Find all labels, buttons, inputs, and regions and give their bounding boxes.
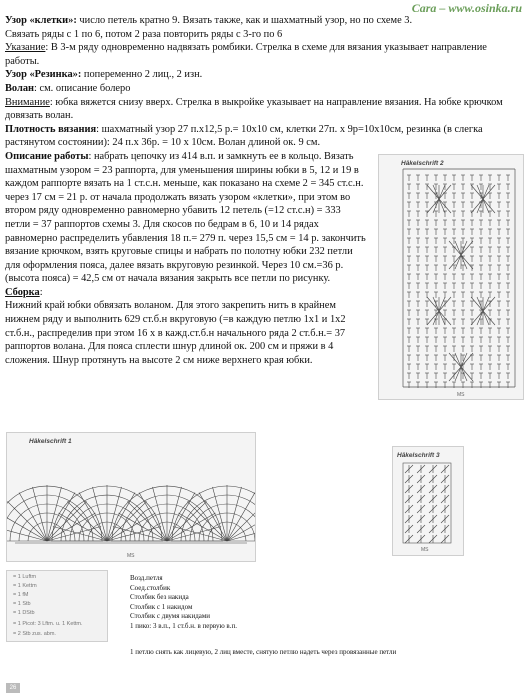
stitch-mark [483, 297, 489, 311]
note-line: Столбик без накида [130, 593, 189, 602]
stitch-mark [477, 185, 483, 199]
stitch-mark [107, 501, 147, 541]
crochet-chart-2 [378, 154, 524, 400]
stitch-mark [427, 185, 439, 199]
paragraph-text: : см. описание болеро [34, 82, 131, 94]
paragraph-text: : [39, 286, 43, 298]
stitch-mark [187, 501, 227, 541]
paragraph-text: Нижний край юбки обвязать воланом. Для этого закрепить нить в крайнем нижнем ряду и выполнить 629 ст.б.н вкруговую (=в каждую петлю 1х1 и 1х2 ст.б.н., распределив при этом 16 х в кажд.ст.б.н начального ряда 2 ст.б.н.= 37 раппортов волана. Для пояса сплести шнур длиной ок. 200 см и пряжи в 4 сложения. Шнур протянуть на высоте 2 см ниже верхнего края юбки. [5, 300, 346, 366]
paragraph-text: число петель кратно 9. Вязать также, как и шахматный узор, но по схеме 3. [76, 15, 413, 26]
stitch-mark [483, 185, 489, 199]
legend-item: = 1 Picot: 3 Lftm. u. 1 Kettm. [13, 621, 83, 627]
label: Узор «Резинка»: [5, 69, 82, 81]
stitch-mark [461, 241, 467, 255]
legend-item: = 1 Stb [13, 601, 31, 607]
stitch-mark [439, 185, 445, 199]
paragraph-text: Связать ряды с 1 по 6, потом 2 раза повторить ряды с 3-го по 6 [5, 28, 283, 40]
stitch-mark [449, 367, 461, 381]
stitch-mark [455, 367, 461, 381]
stitch-mark [439, 297, 445, 311]
chart-3-title: Häkelschrift 3 [397, 452, 440, 459]
stitch-mark [227, 493, 255, 541]
legend-notes [130, 574, 237, 632]
crochet-chart-3 [392, 446, 464, 556]
chart-2-title: Häkelschrift 2 [401, 160, 444, 167]
paragraph-text: : шахматный узор 27 п.х12,5 р.= 10х10 см, клетки 27п. х 9р=10х10см, резинка (в слегка растянутом состоянии): 24 п.х 36р. = 10 х 10см. Волан длиной ок. 9 см. [5, 123, 483, 149]
legend-item: = 2 Stb zus. abm. [13, 631, 56, 637]
stitch-mark [127, 501, 167, 541]
stitch-mark [19, 493, 47, 541]
stitch-mark [461, 255, 467, 269]
paragraph-gauge [5, 123, 521, 150]
ms-label: MS [457, 392, 465, 398]
stitch-mark [483, 199, 489, 213]
label: Волан [5, 82, 35, 94]
label: Указание [5, 42, 46, 54]
label: Внимание [5, 96, 50, 108]
stitch-mark [167, 501, 207, 541]
stitch-mark [427, 311, 439, 325]
stitch-mark [433, 297, 439, 311]
label: Описание работы [5, 150, 89, 162]
stitch-mark [439, 311, 445, 325]
stitch-mark [449, 255, 461, 269]
stitch-mark [449, 241, 461, 255]
stitch-mark [461, 367, 467, 381]
footnote: 1 петлю снять как лицевую, 2 лиц вместе, снятую петлю надеть через провязанные петли [130, 648, 397, 656]
stitch-mark [47, 501, 87, 541]
stitch-mark [439, 297, 451, 311]
site-header: Cara – www.osinka.ru [411, 1, 522, 15]
paragraph-assembly [5, 299, 367, 367]
label: Плотность вязания [5, 123, 97, 135]
paragraph-note [5, 41, 521, 68]
stitch-mark [477, 297, 483, 311]
note-line: Столбик с двумя накидами [130, 612, 211, 621]
stitch-mark [7, 501, 47, 541]
paragraph-text: : юбка вяжется снизу вверх. Стрелка в выкройке указывает на направление вязания. На юбке крючком довязать волан. [5, 96, 503, 122]
stitch-mark [67, 501, 107, 541]
paragraph-rib [5, 68, 521, 82]
chart-legend [6, 570, 108, 642]
stitch-mark [455, 255, 461, 269]
paragraph-attention [5, 96, 521, 123]
stitch-mark [427, 297, 439, 311]
page-number: 26 [6, 683, 20, 693]
paragraph-pattern-cells [5, 14, 521, 28]
stitch-mark [483, 185, 495, 199]
note-line: Возд.петля [130, 574, 163, 582]
paragraph-rows [5, 28, 521, 42]
stitch-mark [483, 311, 489, 325]
legend-item: = 1 fM [13, 592, 29, 598]
stitch-mark [477, 311, 483, 325]
label: Узор «клетки»: [5, 15, 77, 26]
stitch-mark [439, 199, 445, 213]
stitch-mark [483, 297, 495, 311]
chart-1-title: Häkelschrift 1 [29, 438, 72, 445]
note-line: Столбик с 1 накидом [130, 602, 193, 611]
paragraph-text: попеременно 2 лиц., 2 изн. [81, 69, 203, 81]
paragraph-assembly-title [5, 286, 367, 300]
note-line: 1 пико: 3 в.п., 1 ст.б.н. в первую в.п. [130, 621, 237, 630]
legend-item: = 1 Luftm [13, 574, 37, 580]
stitch-mark [455, 241, 461, 255]
stitch-mark [455, 353, 461, 367]
ms-label: MS [127, 553, 135, 559]
paragraph-work [5, 150, 367, 286]
paragraph-text: : В 3-м ряду одновременно надвязать ромбики. Стрелка в схеме для вязания указывает направление работы. [5, 42, 487, 67]
stitch-mark [227, 501, 256, 541]
paragraph-text: : набрать цепочку из 414 в.п. и замкнуть ее в кольцо. Вязать шахматным узором = 23 раппорта, для уменьшения ширины юбки в 5, 12 и 19 в каждом раппорте вязать на 1 ст.с.н. меньше, как показано на схеме 2 = 345 ст.с.н. через 17 см = 21 р. от начала продолжать вязать узором «клетки», при этом во втором ряду одновременно равномерно убавить 12 петель (=12 ст.с.н) = 333 петли = 37 раппортов схемы 3. Для скосов по бедрам в 6, 10 и 14 рядах равномерно распределить убавления 18 п.= 279 п. через 15,5 см = 14 р. закончить вязание крючком, взять круговые спицы и набрать по полотну юбки 232 петли для оформления пояса, далее вязать вкруговую резинкой. Через 10 см.=36 р. (высота пояса) = 42,5 см от начала вязания закрыть все петли по рисунку. [5, 150, 366, 285]
ms-label: MS [421, 547, 429, 553]
label: Сборка [5, 286, 40, 298]
paragraph-volan [5, 82, 521, 96]
stitch-mark [483, 311, 495, 325]
crochet-chart-1 [6, 432, 256, 562]
legend-item: = 1 Kettm [13, 583, 37, 589]
note-line: Соед.столбик [130, 583, 171, 592]
stitch-mark [172, 486, 256, 541]
legend-item: = 1 DStb [13, 610, 35, 616]
